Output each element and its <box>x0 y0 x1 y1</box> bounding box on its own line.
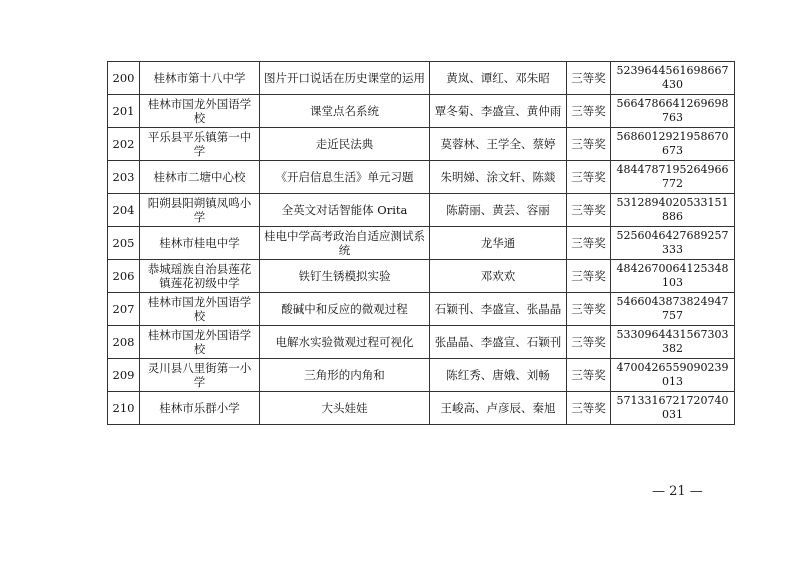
work-title: 图片开口说话在历史课堂的运用 <box>260 62 430 95</box>
work-title: 课堂点名系统 <box>260 95 430 128</box>
authors: 邓欢欢 <box>430 260 567 293</box>
certificate-code: 4842670064125348103 <box>611 260 735 293</box>
work-title: 走近民法典 <box>260 128 430 161</box>
row-number: 208 <box>108 326 140 359</box>
school-name: 桂林市国龙外国语学校 <box>140 293 260 326</box>
school-name: 桂林市第十八中学 <box>140 62 260 95</box>
award-level: 三等奖 <box>567 194 611 227</box>
awards-table-body <box>108 62 735 425</box>
table-row <box>108 62 735 95</box>
authors: 王峻高、卢彦辰、秦旭 <box>430 392 567 425</box>
row-number: 204 <box>108 194 140 227</box>
school-name: 桂林市国龙外国语学校 <box>140 95 260 128</box>
row-number: 202 <box>108 128 140 161</box>
table-row <box>108 260 735 293</box>
row-number: 203 <box>108 161 140 194</box>
certificate-code: 5713316721720740031 <box>611 392 735 425</box>
row-number: 205 <box>108 227 140 260</box>
table-row <box>108 359 735 392</box>
certificate-code: 5330964431567303382 <box>611 326 735 359</box>
work-title: 三角形的内角和 <box>260 359 430 392</box>
award-level: 三等奖 <box>567 62 611 95</box>
table-row <box>108 392 735 425</box>
row-number: 209 <box>108 359 140 392</box>
certificate-code: 5239644561698667430 <box>611 62 735 95</box>
table-row <box>108 194 735 227</box>
school-name: 桂林市乐群小学 <box>140 392 260 425</box>
award-level: 三等奖 <box>567 392 611 425</box>
certificate-code: 5312894020533151886 <box>611 194 735 227</box>
authors: 朱明娣、涂文轩、陈燚 <box>430 161 567 194</box>
award-level: 三等奖 <box>567 227 611 260</box>
page-number: — 21 — <box>652 484 703 499</box>
awards-table <box>107 61 735 425</box>
work-title: 铁钉生锈模拟实验 <box>260 260 430 293</box>
table-row <box>108 293 735 326</box>
award-level: 三等奖 <box>567 326 611 359</box>
certificate-code: 5664786641269698763 <box>611 95 735 128</box>
school-name: 灵川县八里街第一小学 <box>140 359 260 392</box>
certificate-code: 4700426559090239013 <box>611 359 735 392</box>
row-number: 200 <box>108 62 140 95</box>
authors: 陈蔚丽、黄芸、容丽 <box>430 194 567 227</box>
award-level: 三等奖 <box>567 95 611 128</box>
row-number: 206 <box>108 260 140 293</box>
school-name: 桂林市国龙外国语学校 <box>140 326 260 359</box>
authors: 张晶晶、李盛宣、石颖刊 <box>430 326 567 359</box>
school-name: 桂林市桂电中学 <box>140 227 260 260</box>
certificate-code: 4844787195264966772 <box>611 161 735 194</box>
authors: 覃冬菊、李盛宣、黄仲雨 <box>430 95 567 128</box>
school-name: 阳朔县阳朔镇凤鸣小学 <box>140 194 260 227</box>
school-name: 桂林市二塘中心校 <box>140 161 260 194</box>
work-title: 桂电中学高考政治自适应测试系统 <box>260 227 430 260</box>
school-name: 恭城瑶族自治县莲花镇莲花初级中学 <box>140 260 260 293</box>
row-number: 207 <box>108 293 140 326</box>
table-row <box>108 95 735 128</box>
row-number: 201 <box>108 95 140 128</box>
work-title: 全英文对话智能体 Orita <box>260 194 430 227</box>
authors: 陈红秀、唐娥、刘畅 <box>430 359 567 392</box>
award-level: 三等奖 <box>567 260 611 293</box>
authors: 石颖刊、李盛宣、张晶晶 <box>430 293 567 326</box>
table-row <box>108 326 735 359</box>
authors: 莫蓉林、王学全、蔡婷 <box>430 128 567 161</box>
work-title: 电解水实验微观过程可视化 <box>260 326 430 359</box>
table-row <box>108 161 735 194</box>
award-level: 三等奖 <box>567 359 611 392</box>
authors: 龙华通 <box>430 227 567 260</box>
school-name: 平乐县平乐镇第一中学 <box>140 128 260 161</box>
certificate-code: 5466043873824947757 <box>611 293 735 326</box>
work-title: 大头娃娃 <box>260 392 430 425</box>
award-level: 三等奖 <box>567 128 611 161</box>
row-number: 210 <box>108 392 140 425</box>
award-level: 三等奖 <box>567 161 611 194</box>
certificate-code: 5256046427689257333 <box>611 227 735 260</box>
certificate-code: 5686012921958670673 <box>611 128 735 161</box>
table-row <box>108 128 735 161</box>
work-title: 《开启信息生活》单元习题 <box>260 161 430 194</box>
work-title: 酸碱中和反应的微观过程 <box>260 293 430 326</box>
table-row <box>108 227 735 260</box>
authors: 黄岚、谭红、邓朱昭 <box>430 62 567 95</box>
award-level: 三等奖 <box>567 293 611 326</box>
